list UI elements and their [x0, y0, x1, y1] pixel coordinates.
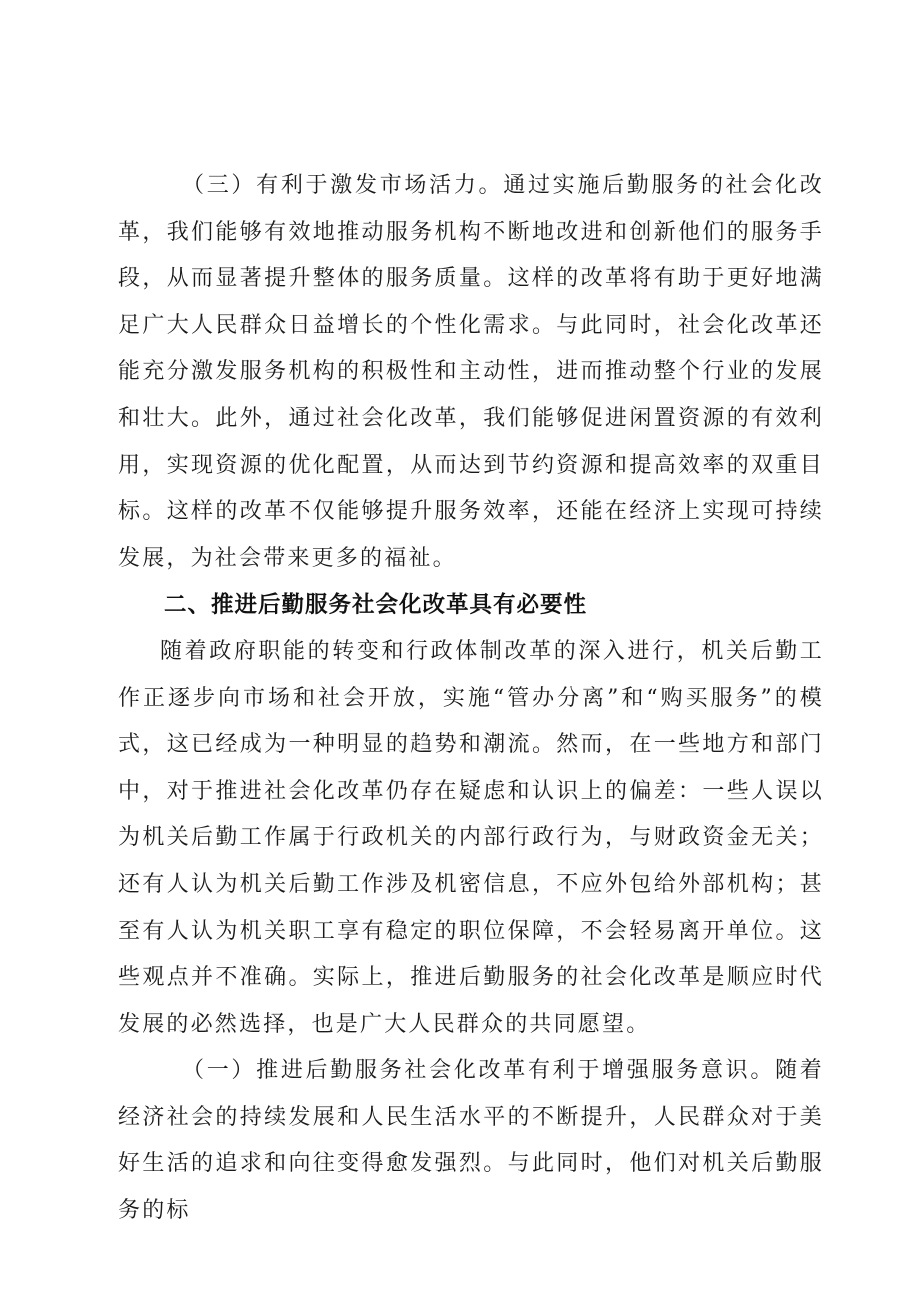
paragraph-market-vitality: （三）有利于激发市场活力。通过实施后勤服务的社会化改革，我们能够有效地推动服务机构不断地改进和创新他们的服务手段，从而显著提升整体的服务质量。这样的改革将有助于更好地满足广大人民群众日益增长的个性化需求。与此同时，社会化改革还能充分激发服务机构的积极性和主动性，进而推动整个行业的发展和壮大。此外，通过社会化改革，我们能够促进闲置资源的有效利用，实现资源的优化配置，从而达到节约资源和提高效率的双重目标。这样的改革不仅能够提升服务效率，还能在经济上实现可持续发展，为社会带来更多的福祉。 — [118, 173, 824, 571]
document-body — [118, 163, 824, 1235]
paragraph-reform-background: 随着政府职能的转变和行政体制改革的深入进行，机关后勤工作正逐步向市场和社会开放，实施“管办分离”和“购买服务”的模式，这已经成为一种明显的趋势和潮流。然而，在一些地方和部门中，对于推进社会化改革仍存在疑虑和认识上的偏差：一些人误以为机关后勤工作属于行政机关的内部行政行为，与财政资金无关；还有人认为机关后勤工作涉及机密信息，不应外包给外部机构；甚至有人认为机关职工享有稳定的职位保障，不会轻易离开单位。这些观点并不准确。实际上，推进后勤服务的社会化改革是顺应时代发展的必然选择，也是广大人民群众的共同愿望。 — [118, 638, 824, 1037]
section-heading-necessity: 二、推进后勤服务社会化改革具有必要性 — [164, 592, 588, 619]
paragraph-service-awareness: （一）推进后勤服务社会化改革有利于增强服务意识。随着经济社会的持续发展和人民生活水平的不断提升，人民群众对于美好生活的追求和向往变得愈发强烈。与此同时，他们对机关后勤服务的标 — [118, 1058, 824, 1224]
